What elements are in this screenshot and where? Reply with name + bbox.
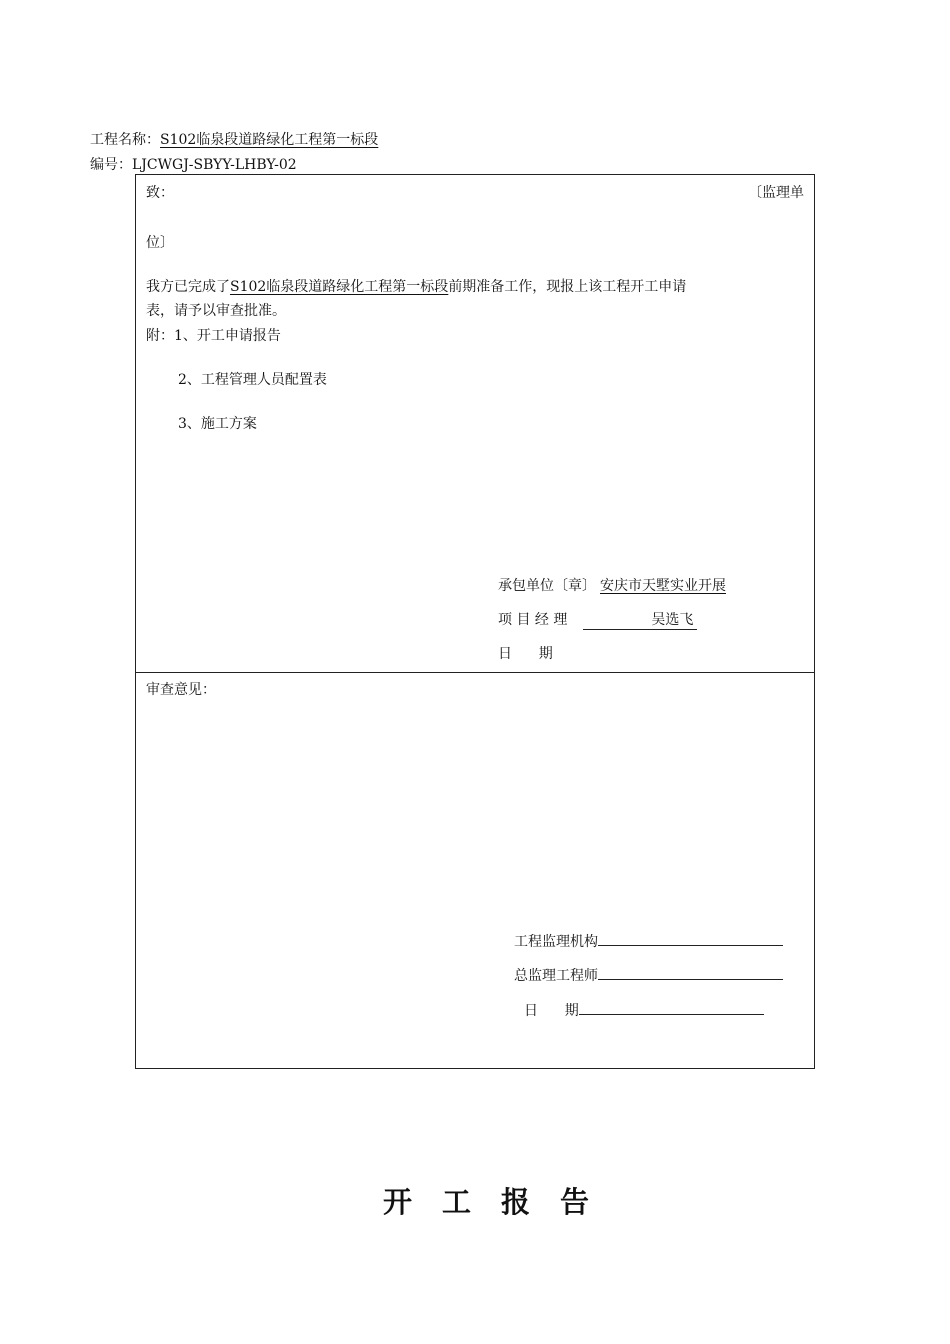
manager-line [498,609,697,630]
code-line [90,154,297,174]
review-opinion-label: 审查意见： [146,682,216,698]
manager-value: 吴选飞 [583,609,697,630]
chief-blank [598,965,783,980]
supervisor-unit-part1: 〔监理单 [748,185,804,201]
agency-blank [598,931,783,946]
contractor-line [498,575,726,595]
project-name-value: S102临泉段道路绿化工程第一标段 [160,132,379,148]
project-name-line [90,129,378,149]
report-title: 开工报告 [383,1185,620,1219]
review-date-line [524,1000,764,1020]
application-body-line2: 表，请予以审查批准。 [146,303,286,319]
contractor-value: 安庆市天墅实业开展 [600,578,726,594]
agency-line [514,931,783,951]
application-body-line1: 我方已完成了S102临泉段道路绿化工程第一标段前期准备工作，现报上该工程开工申请 [146,279,687,295]
agency-label: 工程监理机构 [514,934,598,950]
code-label: 编号： [90,157,132,173]
chief-label: 总监理工程师 [514,968,598,984]
review-date-blank [579,1000,764,1015]
supervisor-unit-part2: 位〕 [146,235,174,251]
manager-label: 项 目 经 理 [498,612,568,628]
attachment-item: 3、施工方案 [178,416,257,432]
contractor-label: 承包单位〔章〕 [498,578,596,594]
review-date-label: 日 期 [524,1003,579,1019]
attach-label: 附： [146,328,174,344]
attachment-line-1 [146,325,281,345]
project-name-label: 工程名称： [90,132,160,148]
review-section [135,672,815,1069]
to-label: 致： [146,185,174,201]
application-section [135,174,815,673]
application-date-label: 日 期 [498,646,553,662]
attachment-item: 2、工程管理人员配置表 [178,372,327,388]
body-project-name: S102临泉段道路绿化工程第一标段 [230,279,449,295]
attachment-item: 1、开工申请报告 [174,328,281,344]
code-value: LJCWGJ-SBYY-LHBY-02 [132,157,297,173]
chief-line [514,965,783,985]
